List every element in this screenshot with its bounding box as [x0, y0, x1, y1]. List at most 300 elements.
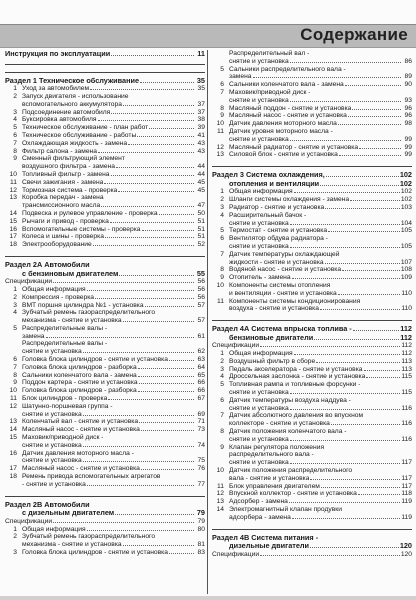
- toc-entry: [212, 444, 412, 452]
- toc-entry: [5, 549, 205, 557]
- toc-page-number: 77: [197, 480, 205, 488]
- dot-leader: [139, 422, 194, 423]
- toc-page-number: 102: [400, 196, 412, 204]
- toc-entry-text: Шатунно-поршневая группа -: [22, 402, 113, 410]
- toc-entry-number: 8: [13, 147, 17, 155]
- toc-entry: [5, 364, 205, 372]
- toc-entry-text: Тормозная система - проверка: [22, 186, 118, 194]
- toc-entry-text: Раздел 1 Техническое обслуживание: [5, 76, 140, 85]
- toc-entry-number: 3: [13, 301, 17, 309]
- toc-page-number: 102: [399, 178, 412, 188]
- dot-leader: [339, 155, 401, 156]
- toc-entry-text: замена: [22, 332, 45, 340]
- toc-entry: [212, 274, 412, 282]
- toc-entry-number: 14: [9, 209, 17, 217]
- toc-entry: [212, 381, 412, 389]
- toc-section-heading: [212, 529, 412, 543]
- toc-page-number: 67: [197, 395, 205, 403]
- toc-entry-text: Подсоединение автомобиля: [22, 108, 111, 116]
- toc-entry-number: 12: [9, 402, 17, 410]
- toc-entry-number: 1: [13, 525, 17, 533]
- toc-page-number: 55: [196, 268, 205, 278]
- dot-leader: [95, 298, 194, 299]
- dot-leader: [310, 547, 399, 548]
- toc-page-number: 11: [197, 49, 205, 58]
- toc-entry-text: Инструкция по эксплуатации: [5, 50, 111, 58]
- toc-entry: [5, 526, 205, 534]
- dot-leader: [83, 352, 194, 353]
- toc-page-number: 116: [401, 435, 412, 443]
- toc-page-number: 107: [400, 258, 412, 266]
- toc-entry: [5, 210, 205, 218]
- toc-entry-text: Коленчатый вал - снятие и установка: [22, 418, 139, 426]
- toc-page-number: 44: [197, 163, 205, 171]
- toc-entry-text: - снятие и установка: [22, 480, 86, 488]
- toc-entry-text: снятие и установка: [229, 389, 289, 397]
- toc-entry: [5, 132, 205, 140]
- toc-entry: [212, 66, 412, 74]
- toc-page-number: 35: [196, 75, 205, 85]
- toc-entry: [5, 171, 205, 179]
- dot-leader: [325, 263, 400, 264]
- toc-entry: [212, 405, 412, 413]
- toc-page-number: 65: [197, 371, 205, 379]
- toc-entry-text: отопления и вентиляции: [229, 179, 320, 188]
- toc-entry-text: Коробка передач - замена: [22, 194, 104, 202]
- toc-page-number: 105: [400, 227, 412, 235]
- toc-page-number: 64: [197, 363, 205, 371]
- dot-leader: [149, 128, 194, 129]
- toc-entry-number: 8: [220, 104, 224, 112]
- dot-leader: [142, 230, 194, 231]
- toc-entry: [5, 379, 205, 387]
- toc-entry: [212, 506, 412, 514]
- toc-entry: [5, 302, 205, 310]
- toc-entry-text: воздушного фильтра - замена: [22, 163, 115, 171]
- toc-entry-number: 5: [220, 65, 224, 73]
- toc-entry: [212, 136, 412, 144]
- toc-page-number: 89: [404, 73, 412, 81]
- toc-page-number: 57: [197, 301, 205, 309]
- toc-page-number: 47: [197, 202, 205, 210]
- toc-entry: [212, 436, 412, 444]
- toc-entry-text: Дроссельная заслонка - снятие и установка: [229, 373, 366, 381]
- toc-entry-text: Компоненты системы отопления: [229, 281, 331, 289]
- dot-leader: [118, 191, 194, 192]
- dot-leader: [331, 424, 400, 425]
- toc-entry-number: 7: [13, 139, 17, 147]
- toc-entry-text: Датчик положения коленчатого вала -: [229, 428, 347, 436]
- toc-entry: [5, 450, 205, 458]
- toc-entry-text: Масляный насос - снятие и установка: [22, 465, 140, 473]
- toc-section-heading-cont: [5, 270, 205, 279]
- toc-entry-text: снятие и установка: [229, 242, 289, 250]
- toc-page-number: 51: [197, 225, 205, 233]
- toc-entry: [5, 442, 205, 450]
- toc-entry-text: Распределительные валы -: [22, 324, 108, 332]
- dot-leader: [348, 116, 401, 117]
- toc-entry: [5, 101, 205, 109]
- toc-entry-text: Сменный фильтрующий элемент: [22, 155, 125, 163]
- toc-entry-number: 3: [220, 365, 224, 373]
- toc-entry-text: снятие и установка: [229, 135, 289, 143]
- toc-entry-text: Запуск двигателя - использование: [22, 92, 129, 100]
- toc-entry: [212, 290, 412, 298]
- toc-entry-text: Спецификации: [212, 342, 260, 350]
- dot-leader: [98, 120, 194, 121]
- toc-entry-text: Распределительные валы -: [22, 340, 108, 348]
- toc-entry-number: 6: [220, 81, 224, 89]
- dot-leader: [290, 101, 401, 102]
- toc-page-number: 109: [400, 274, 412, 282]
- toc-page-number: 105: [400, 242, 412, 250]
- toc-entry-text: Датчик давления моторного масла -: [22, 449, 134, 457]
- toc-entry-text: ВМТ поршня цилиндра №1 - установка: [22, 301, 144, 309]
- toc-entry-text: механизма - снятие и установка: [22, 317, 122, 325]
- toc-page-number: 117: [401, 474, 412, 482]
- toc-entry-number: 6: [220, 235, 224, 243]
- dot-leader: [290, 440, 401, 441]
- dot-leader: [93, 245, 194, 246]
- toc-entry-text: трансмиссионного масла: [22, 202, 101, 210]
- dot-leader: [289, 502, 400, 503]
- toc-entry: [5, 148, 205, 156]
- toc-entry-text: Рычаги и привод - проверка: [22, 217, 109, 225]
- dot-leader: [141, 430, 194, 431]
- toc-entry-text: Зубчатый ремень газораспределительного: [22, 309, 156, 317]
- toc-entry-number: 4: [13, 116, 17, 124]
- toc-entry-text: Датчик абсолютного давления во впускном: [229, 412, 364, 420]
- toc-entry-text: Зубчатый ремень газораспределительного: [22, 533, 156, 541]
- toc-entry-text: снятие и установка: [22, 441, 82, 449]
- toc-entry: [212, 81, 412, 89]
- toc-entry: [212, 259, 412, 267]
- dot-leader: [328, 231, 400, 232]
- toc-entry: [5, 387, 205, 395]
- toc-page-number: 39: [197, 124, 205, 132]
- toc-entry-number: 4: [13, 309, 17, 317]
- toc-entry-text: Масляный радиатор - снятие и установка: [229, 143, 359, 151]
- toc-entry-specs: [212, 551, 412, 559]
- toc-page-number: 45: [197, 178, 205, 186]
- toc-entry-number: 4: [220, 373, 224, 381]
- toc-entry-number: 14: [216, 506, 224, 514]
- dot-leader: [115, 514, 194, 515]
- toc-entry: [212, 389, 412, 397]
- toc-entry-text: Топливный фильтр - замена: [22, 170, 110, 178]
- toc-entry: [5, 140, 205, 148]
- toc-entry-text: Маховик/приводной диск -: [22, 434, 104, 442]
- toc-entry-number: 2: [13, 293, 17, 301]
- toc-entry: [212, 373, 412, 381]
- toc-entry: [212, 266, 412, 274]
- toc-entry: [5, 218, 205, 226]
- toc-page-number: 86: [404, 57, 412, 65]
- toc-entry-number: 1: [220, 188, 224, 196]
- toc-entry-text: Датчик температуры воздуха наддува -: [229, 396, 351, 404]
- dot-leader: [294, 192, 400, 193]
- toc-entry: [5, 403, 205, 411]
- toc-entry-text: дизельные двигатели: [229, 542, 310, 551]
- toc-entry-text: Датчик положения распределительного: [229, 467, 353, 475]
- toc-page-number: 115: [401, 373, 412, 381]
- toc-entry-specs: [5, 518, 205, 526]
- toc-entry-text: снятие и установка: [229, 96, 289, 104]
- toc-entry-number: 15: [9, 434, 17, 442]
- toc-entry: [212, 475, 412, 483]
- toc-entry: [212, 204, 412, 212]
- toc-entry: [212, 243, 412, 251]
- dot-leader: [290, 140, 401, 141]
- toc-entry: [5, 226, 205, 234]
- toc-entry-number: 10: [216, 120, 224, 128]
- toc-page-number: 51: [197, 217, 205, 225]
- toc-entry-number: 10: [216, 281, 224, 289]
- toc-entry: [212, 467, 412, 475]
- toc-page-number: 96: [404, 104, 412, 112]
- toc-entry-text: Вспомогательные системы - проверка: [22, 225, 141, 233]
- dot-leader: [320, 309, 400, 310]
- toc-entry-text: Ремень привода вспомогательных агрегатов: [22, 473, 161, 481]
- toc-entry: [212, 490, 412, 498]
- toc-entry-text: Адсорбер - замена: [229, 498, 288, 506]
- toc-entry: [212, 89, 412, 97]
- toc-entry-text: Общая информация: [229, 188, 293, 196]
- dot-leader: [139, 383, 194, 384]
- toc-entry-text: Свечи зажигания - замена: [22, 178, 104, 186]
- toc-page-number: 93: [404, 96, 412, 104]
- dot-leader: [345, 85, 401, 86]
- toc-page-number: 50: [197, 209, 205, 217]
- toc-entry-specs: [5, 278, 205, 286]
- toc-page-number: 43: [197, 147, 205, 155]
- toc-page-number: 73: [197, 426, 205, 434]
- toc-section-heading: [212, 166, 412, 180]
- toc-entry-text: замена: [229, 73, 252, 81]
- toc-entry: [212, 188, 412, 196]
- toc-entry-number: 5: [13, 324, 17, 332]
- toc-page-number: 110: [401, 289, 412, 297]
- toc-entry-text: Впускной коллектор - снятие и установка: [229, 490, 357, 498]
- toc-page-number: 57: [197, 317, 205, 325]
- toc-page-number: 104: [400, 219, 412, 227]
- toc-page-number: 69: [197, 410, 205, 418]
- toc-page-number: 44: [197, 170, 205, 178]
- toc-entry-number: 2: [220, 196, 224, 204]
- toc-entry-number: 17: [9, 233, 17, 241]
- toc-entry: [212, 144, 412, 152]
- toc-entry-text: Датчик давления моторного масла: [229, 120, 337, 128]
- toc-entry-number: 3: [13, 108, 17, 116]
- toc-entry: [212, 451, 412, 459]
- toc-entry-number: 7: [220, 88, 224, 96]
- dot-leader: [321, 487, 400, 488]
- dot-leader: [123, 105, 194, 106]
- dot-leader: [137, 136, 194, 137]
- toc-entry-number: 1: [13, 85, 17, 93]
- toc-page-number: 112: [401, 342, 412, 350]
- toc-page-number: 66: [197, 387, 205, 395]
- toc-entry-number: 6: [13, 131, 17, 139]
- toc-page-number: 102: [399, 170, 412, 180]
- toc-entry-text: Техническое обслуживание - работы: [22, 131, 137, 139]
- toc-entry-text: Головка блока цилиндров - снятие и установка: [22, 356, 168, 364]
- toc-entry-number: 11: [217, 127, 224, 135]
- toc-page-number: 45: [197, 186, 205, 194]
- toc-entry: [5, 85, 205, 93]
- toc-entry: [5, 333, 205, 341]
- toc-page-number: 74: [197, 441, 205, 449]
- toc-entry-text: Электромагнитный клапан продувки: [229, 506, 342, 514]
- toc-entry-number: 2: [220, 357, 224, 365]
- toc-entry-text: Буксировка автомобиля: [22, 116, 97, 124]
- toc-entry-specs: [212, 342, 412, 350]
- toc-entry-number: 12: [216, 143, 224, 151]
- toc-entry-text: Раздел 4А Система впрыска топлива -: [212, 325, 352, 334]
- toc-entry-text: Общая информация: [229, 350, 293, 358]
- toc-entry: [212, 350, 412, 358]
- toc-entry: [212, 227, 412, 235]
- toc-page-number: 56: [197, 278, 205, 286]
- dot-leader: [290, 393, 401, 394]
- toc-section-heading: [5, 496, 205, 510]
- toc-entry-text: Отопитель - замена: [229, 274, 291, 282]
- toc-page-number: 63: [197, 356, 205, 364]
- toc-left-column: [5, 50, 205, 594]
- toc-page-number: 76: [197, 465, 205, 473]
- toc-entry-text: бензиновые двигатели: [229, 333, 314, 342]
- toc-page-number: 83: [197, 549, 205, 556]
- toc-entry-text: Клапан регулятора положения: [229, 443, 325, 451]
- dot-leader: [46, 337, 194, 338]
- toc-entry-text: вала - снятие и установка: [229, 474, 310, 482]
- toc-entry: [212, 212, 412, 220]
- dot-leader: [326, 176, 399, 177]
- toc-entry-text: Спецификации: [212, 550, 260, 558]
- dot-leader: [123, 321, 194, 322]
- toc-entry: [5, 124, 205, 132]
- toc-entry-text: Блок цилиндров - проверка: [22, 395, 108, 403]
- toc-entry: [212, 397, 412, 405]
- toc-page-number: 79: [196, 508, 205, 518]
- toc-entry: [212, 514, 412, 522]
- toc-entry-text: коллекторе - снятие и установка: [229, 420, 330, 428]
- toc-entry: [212, 251, 412, 259]
- dot-leader: [320, 185, 399, 186]
- toc-entry-number: 15: [9, 217, 17, 225]
- toc-entry: [5, 541, 205, 549]
- toc-entry: [212, 151, 412, 159]
- toc-entry: [5, 418, 205, 426]
- toc-entry-text: адсорбера - замена: [229, 513, 291, 521]
- toc-entry: [212, 50, 412, 58]
- dot-leader: [110, 222, 194, 223]
- toc-entry-number: 12: [216, 490, 224, 498]
- toc-entry: [212, 112, 412, 120]
- toc-entry-number: 13: [216, 498, 224, 506]
- dot-leader: [101, 206, 194, 207]
- toc-entry-number: 16: [9, 225, 17, 233]
- dot-leader: [290, 224, 400, 225]
- toc-entry-text: Фильтр салона - замена: [22, 147, 97, 155]
- toc-section-heading-cont: [212, 542, 412, 551]
- toc-entry-number: 11: [217, 297, 224, 305]
- toc-entry-number: 8: [220, 266, 224, 274]
- toc-entry: [5, 202, 205, 210]
- dot-leader: [138, 368, 194, 369]
- toc-entry-text: Сальники коленчатого вала - замена: [229, 81, 344, 89]
- toc-entry: [5, 356, 205, 364]
- dot-leader: [159, 214, 194, 215]
- toc-entry: [5, 241, 205, 249]
- toc-entry-number: 10: [9, 170, 17, 178]
- toc-entry-number: 4: [220, 211, 224, 219]
- toc-entry-number: 8: [220, 428, 224, 436]
- toc-entry-text: вспомогательного аккумулятора: [22, 100, 122, 108]
- toc-entry: [212, 97, 412, 105]
- toc-entry-text: Головка блока цилиндров - снятие и установка: [22, 549, 168, 556]
- dot-leader: [116, 167, 194, 168]
- toc-entry-text: Поддон картера - снятие и установка: [22, 379, 138, 387]
- toc-entry-text: Раздел 3 Система охлаждения,: [212, 171, 325, 180]
- toc-page-number: 71: [197, 418, 205, 426]
- dot-leader: [138, 391, 194, 392]
- toc-entry-number: 7: [220, 412, 224, 420]
- toc-section-heading: [212, 320, 412, 334]
- toc-entry-number: 8: [13, 371, 17, 379]
- dot-leader: [366, 377, 400, 378]
- toc-entry: [5, 317, 205, 325]
- toc-entry-intro: [5, 50, 205, 65]
- toc-page-number: 56: [197, 285, 205, 293]
- toc-entry-number: 1: [220, 350, 224, 358]
- toc-entry-text: Уход за автомобилем: [22, 85, 90, 93]
- toc-entry-number: 13: [9, 418, 17, 426]
- dot-leader: [358, 494, 401, 495]
- toc-section-heading-cont: [212, 180, 412, 189]
- toc-entry-text: Распределительный вал -: [229, 50, 310, 57]
- dot-leader: [111, 55, 194, 56]
- toc-entry: [212, 459, 412, 467]
- toc-entry: [212, 483, 412, 491]
- toc-entry-number: 16: [9, 449, 17, 457]
- toc-entry: [212, 220, 412, 228]
- toc-entry-text: Сальники коленчатого вала - замена: [22, 371, 137, 379]
- dot-leader: [290, 247, 400, 248]
- toc-entry-text: Колеса и шины - проверка: [22, 233, 104, 241]
- toc-page-number: 80: [197, 525, 205, 533]
- toc-entry-number: 12: [9, 186, 17, 194]
- toc-page-number: 81: [197, 541, 205, 549]
- bottom-strip: [0, 596, 416, 600]
- toc-entry: [212, 282, 412, 290]
- dot-leader: [325, 208, 400, 209]
- toc-entry-text: снятие и установка: [22, 410, 82, 418]
- toc-entry-text: Топливная рампа и топливные форсунки -: [229, 381, 361, 389]
- toc-page-number: 113: [401, 357, 412, 365]
- toc-entry: [5, 426, 205, 434]
- toc-entry: [5, 309, 205, 317]
- dot-leader: [260, 346, 400, 347]
- toc-entry-text: Педаль акселератора - снятие и установка: [229, 365, 363, 373]
- toc-entry-text: Общая информация: [22, 525, 86, 533]
- toc-page-number: 102: [400, 188, 412, 196]
- dot-leader: [294, 354, 401, 355]
- toc-entry-text: Масляный насос - снятие и установка: [229, 112, 347, 120]
- page-title: Содержание: [300, 25, 408, 44]
- dot-leader: [53, 522, 194, 523]
- toc-entry: [5, 411, 205, 419]
